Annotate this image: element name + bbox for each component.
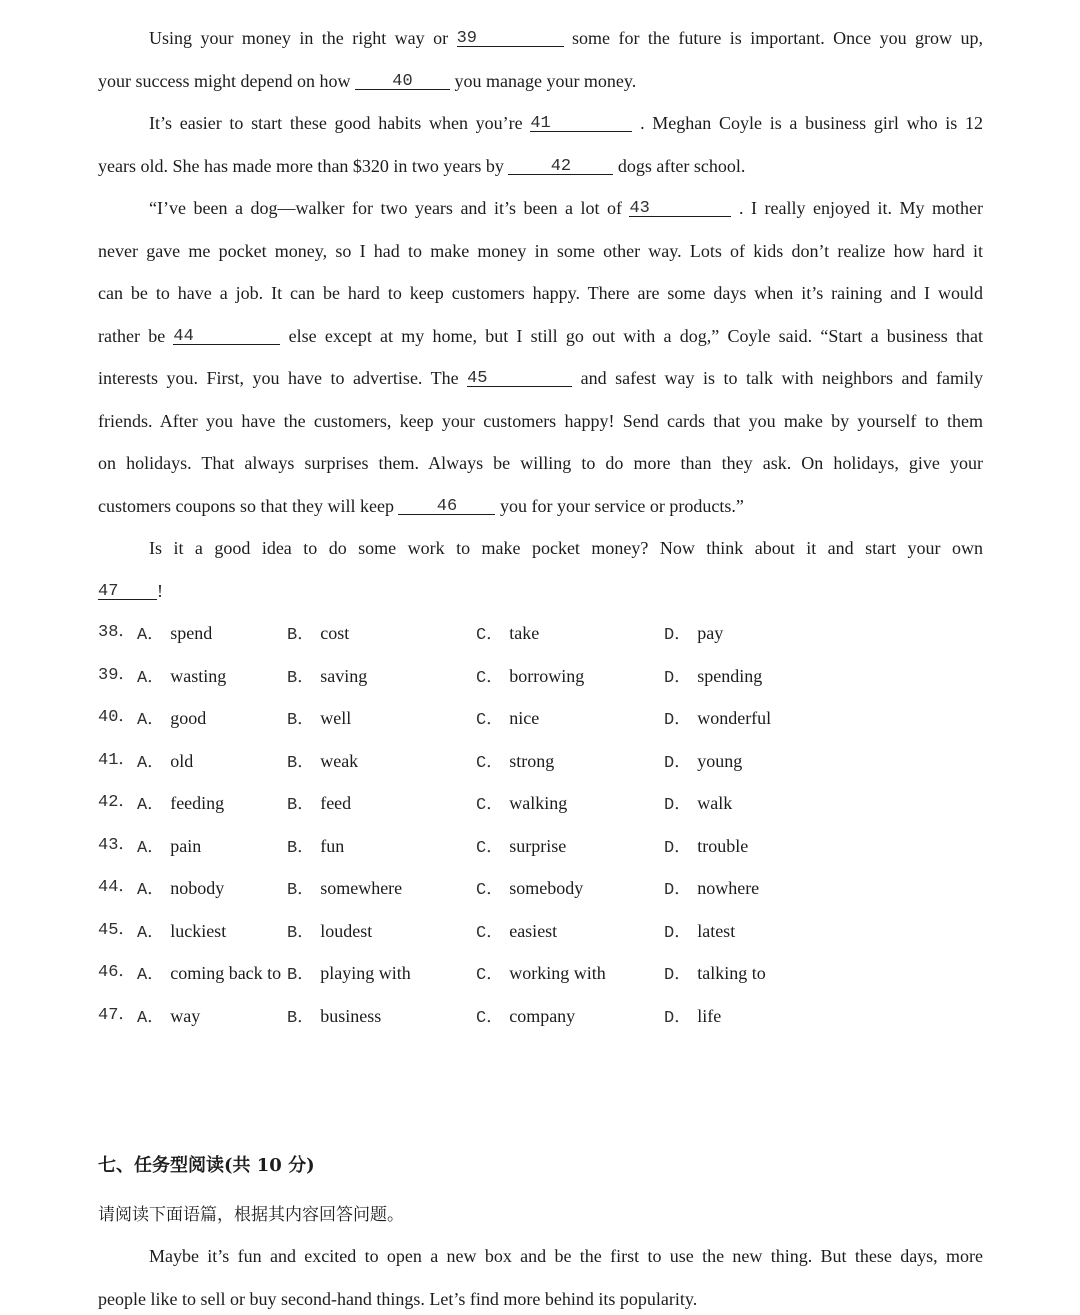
option-letter: C． — [476, 626, 504, 645]
option-d — [664, 790, 732, 819]
option-b — [287, 833, 344, 862]
option-letter: A． — [137, 753, 165, 773]
question-number: 45． — [98, 920, 136, 940]
option-c — [476, 918, 557, 947]
passage-line — [98, 25, 983, 51]
option-letter: A． — [137, 838, 165, 858]
passage-line: Maybe it’s fun and excited to open a new box and be the first to use the new thing. But these days, more — [149, 1246, 983, 1266]
option-d — [664, 748, 742, 777]
option-letter: C． — [476, 668, 504, 688]
option-text: feeding — [170, 793, 225, 813]
option-b — [287, 1003, 381, 1032]
option-a — [137, 790, 224, 819]
option-letter: D． — [664, 923, 692, 943]
question-row — [98, 918, 983, 944]
passage-line — [98, 153, 983, 179]
option-c — [476, 833, 566, 862]
option-text: loudest — [320, 920, 373, 941]
option-c — [476, 620, 539, 649]
option-a — [137, 833, 201, 862]
question-number: 46． — [98, 963, 136, 982]
question-row — [98, 620, 983, 646]
blank-42: 42 — [508, 154, 613, 175]
passage-text: some for the future is important. Once you grow up, — [572, 28, 984, 48]
question-number: 38． — [98, 623, 136, 642]
option-letter: C． — [476, 796, 504, 815]
option-c — [476, 790, 567, 819]
passage-text: customers coupons so that they will keep — [98, 496, 394, 516]
option-a — [137, 705, 206, 734]
option-letter: D． — [664, 626, 692, 645]
passage-text: . Meghan Coyle is a business girl who is 12 — [640, 113, 984, 133]
question-number: 47． — [98, 1005, 136, 1025]
option-d — [664, 960, 766, 989]
passage-line — [98, 578, 983, 604]
option-text: working with — [509, 963, 606, 983]
option-text: trouble — [697, 835, 749, 856]
question-number: 39． — [98, 665, 136, 685]
option-letter: C． — [476, 711, 504, 730]
option-letter: B． — [287, 626, 315, 645]
option-letter: C． — [476, 881, 504, 900]
option-letter: B． — [287, 753, 315, 773]
passage-text: years old. She has made more than $320 in two years by — [98, 156, 504, 176]
blank-45: 45 — [467, 366, 572, 387]
passage-text: dogs after school. — [617, 156, 746, 176]
passage-text: “I’ve been a dog—walker for two years and it’s been a lot of — [149, 198, 622, 218]
passage-text: interests you. First, you have to advertise. The — [98, 368, 459, 388]
option-letter: B． — [287, 923, 315, 943]
option-text: business — [320, 1005, 382, 1026]
passage-line: friends. After you have the customers, keep your customers happy! Send cards that you make by yourself to them — [98, 411, 983, 431]
option-letter: D． — [664, 966, 692, 985]
blank-46: 46 — [398, 494, 495, 515]
option-text: way — [170, 1005, 201, 1026]
option-a — [137, 960, 281, 989]
passage-text: Using your money in the right way or — [149, 28, 449, 48]
option-letter: C． — [476, 966, 504, 985]
option-letter: B． — [287, 838, 315, 858]
blank-39: 39 — [457, 26, 564, 47]
option-text: feed — [320, 793, 352, 813]
option-b — [287, 790, 351, 819]
passage-text: It’s easier to start these good habits when you’re — [149, 113, 523, 133]
blank-44: 44 — [173, 324, 280, 345]
option-letter: A． — [137, 881, 165, 900]
option-letter: C． — [476, 1008, 504, 1028]
passage-line — [98, 68, 983, 94]
option-text: spend — [170, 623, 213, 643]
option-text: wonderful — [697, 708, 772, 728]
option-letter: C． — [476, 838, 504, 858]
question-row — [98, 748, 983, 774]
option-letter: D． — [664, 711, 692, 730]
option-letter: C． — [476, 753, 504, 773]
option-letter: B． — [287, 1008, 315, 1028]
option-text: surprise — [509, 835, 567, 856]
option-c — [476, 960, 606, 989]
passage-text: rather be — [98, 326, 166, 346]
question-row — [98, 705, 983, 731]
option-c — [476, 705, 539, 734]
option-text: good — [170, 708, 207, 728]
option-d — [664, 620, 723, 649]
option-text: somewhere — [320, 878, 403, 898]
option-d — [664, 918, 735, 947]
option-letter: B． — [287, 966, 315, 985]
option-letter: D． — [664, 881, 692, 900]
option-letter: D． — [664, 668, 692, 688]
question-number: 43． — [98, 835, 136, 855]
passage-text: and safest way is to talk with neighbors and family — [580, 368, 983, 388]
option-d — [664, 875, 759, 904]
option-c — [476, 875, 583, 904]
passage-text: you for your service or products.” — [499, 496, 744, 516]
option-letter: A． — [137, 796, 165, 815]
question-row — [98, 1003, 983, 1029]
passage-text: you manage your money. — [454, 71, 637, 91]
option-text: weak — [320, 750, 359, 771]
option-a — [137, 620, 212, 649]
option-text: easiest — [509, 920, 558, 941]
question-number: 40． — [98, 708, 136, 727]
option-b — [287, 705, 351, 734]
option-text: nice — [509, 708, 540, 728]
option-letter: A． — [137, 923, 165, 943]
option-letter: D． — [664, 838, 692, 858]
passage-line — [98, 493, 983, 519]
option-text: company — [509, 1005, 576, 1026]
option-text: luckiest — [170, 920, 227, 941]
option-text: nobody — [170, 878, 225, 898]
option-b — [287, 960, 411, 989]
option-c — [476, 663, 584, 692]
passage-line — [98, 195, 983, 221]
option-text: spending — [697, 665, 763, 686]
passage-text: your success might depend on how — [98, 71, 351, 91]
option-text: fun — [320, 835, 345, 856]
option-text: strong — [509, 750, 555, 771]
option-b — [287, 748, 358, 777]
option-text: playing with — [320, 963, 411, 983]
option-a — [137, 663, 226, 692]
question-number: 42． — [98, 793, 136, 812]
question-row — [98, 875, 983, 901]
passage-line: can be to have a job. It can be hard to keep customers happy. There are some days when it’s raining and I would — [98, 283, 983, 303]
option-text: young — [697, 750, 743, 771]
option-text: nowhere — [697, 878, 760, 898]
option-text: well — [320, 708, 352, 728]
option-b — [287, 663, 367, 692]
option-d — [664, 663, 762, 692]
option-letter: B． — [287, 881, 315, 900]
passage-line: people like to sell or buy second-hand things. Let’s find more behind its popularity. — [98, 1289, 698, 1309]
passage-line: on holidays. That always surprises them. Always be willing to do more than they ask. On holidays, give your — [98, 453, 983, 473]
question-number: 44． — [98, 878, 136, 897]
option-a — [137, 918, 226, 947]
option-letter: A． — [137, 668, 165, 688]
option-a — [137, 1003, 200, 1032]
section-instruction: 请阅读下面语篇，根据其内容回答问题。 — [98, 1205, 404, 1225]
option-letter: A． — [137, 711, 165, 730]
blank-41: 41 — [530, 111, 632, 132]
option-letter: C． — [476, 923, 504, 943]
option-letter: A． — [137, 1008, 165, 1028]
option-text: cost — [320, 623, 350, 643]
option-text: latest — [697, 920, 736, 941]
option-text: old — [170, 750, 194, 771]
option-letter: B． — [287, 796, 315, 815]
passage-text: ! — [157, 581, 163, 601]
option-letter: D． — [664, 1008, 692, 1028]
option-text: pain — [170, 835, 202, 856]
option-letter: D． — [664, 753, 692, 773]
option-text: walk — [697, 793, 733, 813]
option-text: pay — [697, 623, 724, 643]
option-text: talking to — [697, 963, 766, 983]
option-b — [287, 918, 372, 947]
passage-line — [98, 365, 983, 391]
passage-line: Is it a good idea to do some work to make pocket money? Now think about it and start your own — [149, 538, 983, 558]
passage-text: else except at my home, but I still go out with a dog,” Coyle said. “Start a business that — [288, 326, 984, 346]
option-c — [476, 1003, 575, 1032]
option-text: somebody — [509, 878, 584, 898]
option-text: life — [697, 1005, 722, 1026]
blank-43: 43 — [629, 196, 731, 217]
option-c — [476, 748, 554, 777]
passage-text: . I really enjoyed it. My mother — [739, 198, 984, 218]
option-letter: B． — [287, 711, 315, 730]
blank-47: 47 — [98, 579, 157, 600]
option-text: saving — [320, 665, 368, 686]
passage-line — [98, 110, 983, 136]
option-letter: B． — [287, 668, 315, 688]
question-number: 41． — [98, 750, 136, 770]
option-d — [664, 705, 771, 734]
option-text: wasting — [170, 665, 227, 686]
option-b — [287, 620, 349, 649]
passage-line: never gave me pocket money, so I had to make money in some other way. Lots of kids don’t realize how hard it — [98, 241, 983, 261]
option-a — [137, 748, 193, 777]
question-row — [98, 790, 983, 816]
question-row — [98, 960, 983, 986]
question-row — [98, 833, 983, 859]
option-letter: A． — [137, 966, 165, 985]
blank-40: 40 — [355, 69, 450, 90]
option-d — [664, 833, 748, 862]
section-heading: 七、任务型阅读(共 10 分) — [98, 1155, 315, 1176]
passage-line — [98, 323, 983, 349]
option-b — [287, 875, 402, 904]
option-text: take — [509, 623, 540, 643]
option-letter: D． — [664, 796, 692, 815]
option-text: borrowing — [509, 665, 585, 686]
option-a — [137, 875, 224, 904]
option-text: coming back to — [170, 963, 282, 983]
option-text: walking — [509, 793, 568, 813]
option-letter: A． — [137, 626, 165, 645]
question-row — [98, 663, 983, 689]
option-d — [664, 1003, 721, 1032]
